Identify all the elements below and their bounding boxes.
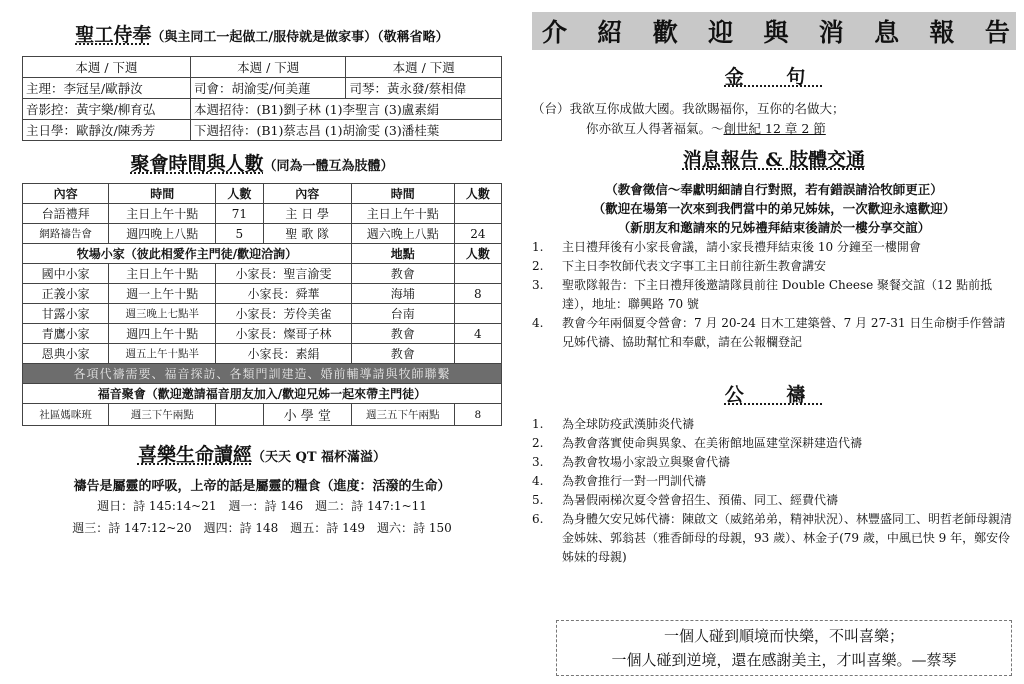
quote-line: 一個人碰到順境而快樂，不叫喜樂； [663,627,904,645]
banner-char: 報 [929,18,955,47]
table-row [23,384,502,404]
table-row [23,324,502,344]
verse-line2 [532,119,1016,139]
cell: 台南 [351,304,454,324]
right-column [532,0,1016,684]
cell: 主日上午十點 [109,204,216,224]
serve-cell: 司會：胡渝雯/何美蓮 [190,78,346,99]
prayer-title: 公 禱 [724,384,824,406]
cell: 小家長：燦哥子林 [216,324,352,344]
item-number: 6. [532,512,544,526]
verse-heading [532,62,1016,89]
cell-group-header: 牧場小家（彼此相愛作主門徒/歡迎洽詢） [23,244,352,264]
cell: 正義小家 [23,284,109,304]
item-number: 5. [532,493,544,507]
cell: 小家長：舜華 [216,284,352,304]
cell: 5 [216,224,263,244]
verse-reference: 創世紀 12 章 2 節 [723,121,826,136]
news-title: 消息報告 & 肢體交通 [682,149,866,171]
cell: 週三五下午兩點 [351,404,454,426]
cell: 24 [454,224,501,244]
cell: 教會 [351,264,454,284]
list-item [532,257,1016,276]
cell: 71 [216,204,263,224]
serve-cell: 主理：李冠呈/歐靜汝 [23,78,191,99]
table-row [23,404,502,426]
cell: 青鷹小家 [23,324,109,344]
cell: 週一上午十點 [109,284,216,304]
banner-char: 迎 [708,18,734,47]
serve-header: 本週 / 下週 [23,57,191,78]
table-row [23,57,502,78]
reading-subtitle: （天天 QT 福杯滿溢） [251,450,387,465]
banner-char: 與 [763,18,789,47]
list-item [532,314,1016,352]
serve-cell: 主日學：歐靜汝/陳秀芳 [23,120,191,141]
item-text: 為教會牧場小家設立與聚會代禱 [562,455,731,469]
list-item [532,238,1016,257]
note-line: （歡迎在場第一次來到我們當中的弟兄姊妹，一次歡迎永遠歡迎） [592,201,956,216]
cell: 小家長：聖言渝雯 [216,264,352,284]
verse-text: 你亦欲互人得著福氣。～ [586,121,724,136]
table-row [23,204,502,224]
serve-header: 本週 / 下週 [346,57,502,78]
header-cell: 時間 [109,184,216,204]
cell: 小家長：素絹 [216,344,352,364]
table-row [23,284,502,304]
banner-char: 消 [818,18,844,47]
table-row [23,264,502,284]
cell: 主日上午十點 [351,204,454,224]
table-row [23,184,502,204]
list-item [532,472,1016,491]
item-text: 為教會推行一對一門訓代禱 [562,474,707,488]
cell: 聖 歌 隊 [263,224,351,244]
left-column [22,0,502,684]
list-item [532,491,1016,510]
table-row [23,224,502,244]
list-item [532,510,1016,567]
cell: 國中小家 [23,264,109,284]
reading-title: 喜樂生命讀經 [137,444,252,466]
serve-cell: 下週招待：(B1)蔡志昌 (1)胡渝雯 (3)潘桂葉 [190,120,501,141]
serve-cell: 本週招待：(B1)劉子林 (1)李聖言 (3)盧素絹 [190,99,501,120]
table-row [23,120,502,141]
meeting-title: 聚會時間與人數 [130,153,264,175]
banner-char: 告 [984,18,1010,47]
cell: 4 [454,324,501,344]
item-number: 1. [532,240,544,254]
cell: 週四上午十點 [109,324,216,344]
serve-cell: 司琴：黃永發/蔡相偉 [346,78,502,99]
item-text: 為教會落實使命與異象、在美術館地區建堂深耕建造代禱 [562,436,863,450]
table-row [23,99,502,120]
header-cell: 人數 [454,244,501,264]
item-number: 1. [532,417,544,431]
cell: 主日上午十點 [109,264,216,284]
gospel-header: 福音聚會（歡迎邀請福音朋友加入/歡迎兄姊一起來帶主門徒） [23,384,502,404]
note-line: （教會徵信～奉獻明細請自行對照，若有錯誤請洽牧師更正） [605,182,943,197]
news-heading [532,145,1016,172]
table-row [23,304,502,324]
cell: 台語禮拜 [23,204,109,224]
prayer-list [532,415,1016,567]
header-cell: 時間 [351,184,454,204]
news-list [532,238,1016,352]
header-cell: 內容 [263,184,351,204]
cell [216,404,263,426]
cell: 小家長：芳伶美雀 [216,304,352,324]
prayer-heading [532,380,1016,407]
reading-schedule-line1: 週日：詩 145:14~21 週一：詩 146 週二：詩 147:1~11 [97,499,427,513]
header-cell: 人數 [216,184,263,204]
list-item [532,276,1016,314]
list-item [532,415,1016,434]
cell: 8 [454,284,501,304]
item-text: 教會今年兩個夏令營會：7 月 20-24 日木工建築營、7 月 27-31 日生命樹手作營請兄姊代禱、協助幫忙和奉獻，請在公報欄登記 [562,316,1006,349]
table-row [23,364,502,384]
cell: 甘露小家 [23,304,109,324]
item-number: 4. [532,474,544,488]
banner-char: 息 [874,18,900,47]
cell: 8 [454,404,501,426]
item-number: 3. [532,278,544,292]
note-line: （新朋友和邀請來的兄姊禮拜結束後請於一樓分享交誼） [617,220,931,235]
cell: 海埔 [351,284,454,304]
verse-line1: （台）我欲互你成做大國。我欲賜福你，互你的名做大； [532,101,845,116]
reading-schedule-line2: 週三：詩 147:12~20 週四：詩 148 週五：詩 149 週六：詩 150 [72,521,452,535]
cell: 教會 [351,344,454,364]
list-item [532,434,1016,453]
banner-char: 介 [542,18,568,47]
cell: 週五上午十點半 [109,344,216,364]
cell: 週三下午兩點 [109,404,216,426]
serve-cell: 音影控：黃宇樂/柳育弘 [23,99,191,120]
serve-subtitle: （與主同工一起做工/服侍就是做家事）（敬稱省略） [151,30,449,45]
quote-line: 一個人碰到逆境，還在感謝美主，才叫喜樂。—蔡琴 [611,651,957,669]
banner-char: 歡 [652,18,678,47]
cell: 社區媽咪班 [23,404,109,426]
serve-header: 本週 / 下週 [190,57,346,78]
cell [454,304,501,324]
item-number: 3. [532,455,544,469]
item-number: 4. [532,316,544,330]
cell: 週六晚上八點 [351,224,454,244]
meeting-heading [22,149,502,176]
header-cell: 內容 [23,184,109,204]
list-item [532,453,1016,472]
cell: 教會 [351,324,454,344]
table-row [23,244,502,264]
banner [532,12,1016,50]
cell: 恩典小家 [23,344,109,364]
reading-heading [22,440,502,467]
cell [454,204,501,224]
serve-title: 聖工侍奉 [75,24,152,46]
reading-tagline: 禱告是屬靈的呼吸，上帝的話是屬靈的糧食（進度：活潑的生命） [73,479,451,494]
meeting-subtitle: （同為一體互為肢體） [263,159,394,174]
header-cell: 人數 [454,184,501,204]
item-text: 聖歌隊報告：下主日禮拜後邀請隊員前往 Double Cheese 聚餐交誼（12 點前抵達），地址：聯興路 70 號 [562,278,993,311]
item-number: 2. [532,259,544,273]
cell: 週四晚上八點 [109,224,216,244]
contact-band: 各項代禱需要、福音探訪、各類門訓建造、婚前輔導請與牧師聯繫 [23,364,502,384]
cell [454,264,501,284]
item-text: 為全球防疫武漢肺炎代禱 [562,417,695,431]
notes-block [532,180,1016,237]
item-number: 2. [532,436,544,450]
cell: 週三晚上七點半 [109,304,216,324]
cell: 小 學 堂 [263,404,351,426]
item-text: 下主日李牧師代表文字事工主日前往新生教會講安 [562,259,827,273]
table-row [23,344,502,364]
verse-title: 金 句 [724,66,824,88]
table-row [23,78,502,99]
meeting-table [22,183,502,426]
item-text: 為暑假兩梯次夏令營會招生、預備、同工、經費代禱 [562,493,839,507]
quote-box [556,620,1012,676]
item-text: 為身體欠安兄姊代禱：陳啟文（威銘弟弟，精神狀況）、林豐盛同工、明哲老師母親清金姊妹、郭翁甚（雅香師母的母親，93 歲）、林金子(79 歲，中風已快 9 年，鄭安伶姊妹的母親) [562,512,1013,564]
cell: 網路禱告會 [23,224,109,244]
item-text: 主日禮拜後有小家長會議，請小家長禮拜結束後 10 分鐘至一樓開會 [562,240,921,254]
banner-char: 紹 [597,18,623,47]
header-cell: 地點 [351,244,454,264]
cell [454,344,501,364]
serve-table [22,56,502,141]
serve-heading [22,20,502,47]
cell: 主 日 學 [263,204,351,224]
